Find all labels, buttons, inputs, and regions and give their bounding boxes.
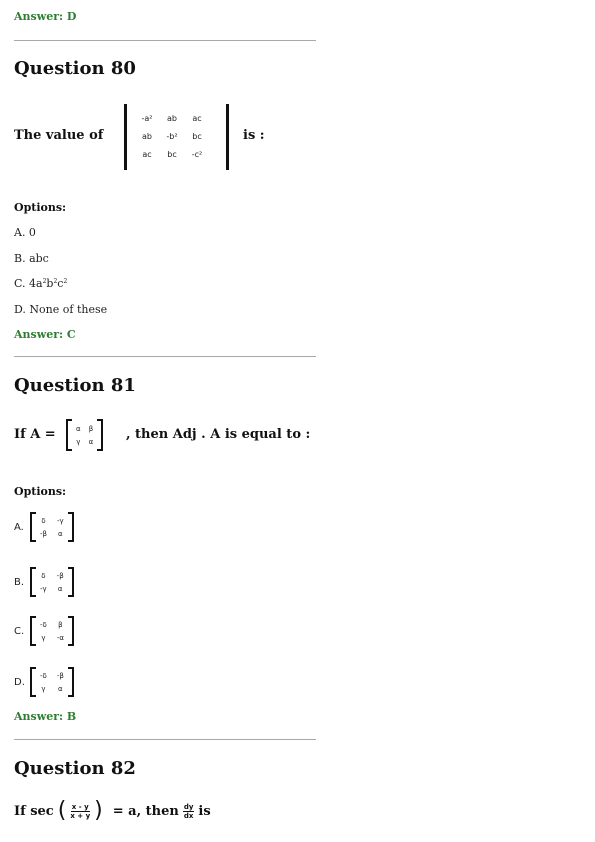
determinant-cell: -c² xyxy=(191,150,203,159)
option-label: A. xyxy=(14,521,24,533)
options-label: Options: xyxy=(14,485,67,498)
option-label: D. xyxy=(14,676,25,688)
option-label: C. xyxy=(14,625,25,637)
question-80-stem-suffix: is : xyxy=(243,128,265,143)
determinant-cell: -b² xyxy=(166,132,178,141)
matrix-cell: γ xyxy=(76,437,81,446)
determinant-cell: ac xyxy=(192,114,202,123)
matrix-cell: γ xyxy=(41,633,46,642)
divider xyxy=(14,40,316,41)
matrix-cell: δ xyxy=(41,516,46,525)
divider xyxy=(14,356,316,357)
matrix-cell: α xyxy=(57,584,63,593)
determinant-cell: ac xyxy=(142,150,152,159)
option-label: B. xyxy=(14,576,25,588)
matrix-cell: -γ xyxy=(40,584,47,593)
matrix-cell: β xyxy=(58,620,63,629)
option-matrix xyxy=(30,616,74,646)
stem-suffix: is xyxy=(198,803,211,819)
stem-prefix: If sec xyxy=(14,803,54,819)
determinant-right-bar xyxy=(226,104,229,170)
determinant-cell: ab xyxy=(142,132,152,141)
derivative-dy-dx: $\frac{dy}{dx}$ xyxy=(183,802,194,820)
question-80-answer: Answer: C xyxy=(14,328,76,341)
matrix-cell: -δ xyxy=(40,620,47,629)
matrix-cell: -β xyxy=(56,571,64,580)
matrix-cell: -γ xyxy=(57,516,64,525)
question-80-stem-prefix: The value of xyxy=(14,128,104,143)
determinant-cell: bc xyxy=(192,132,202,141)
question-80-title: Question 80 xyxy=(14,58,136,79)
question-82-stem xyxy=(14,798,211,823)
determinant-cell: ab xyxy=(167,114,177,123)
previous-answer: Answer: D xyxy=(14,10,77,23)
option-a xyxy=(14,512,74,542)
matrix-cell: γ xyxy=(41,684,46,693)
question-81-stem-suffix: , then Adj . A is equal to : xyxy=(126,427,311,442)
matrix-cell: -β xyxy=(40,529,47,538)
determinant-cell: bc xyxy=(167,150,177,159)
matrix-cell: α xyxy=(76,424,81,433)
stem-mid: = a, then xyxy=(112,803,179,819)
matrix-cell: -α xyxy=(56,633,64,642)
option-matrix xyxy=(30,567,74,597)
option-b: B. abc xyxy=(14,252,49,265)
matrix-cell: δ xyxy=(41,571,46,580)
option-matrix xyxy=(30,512,74,542)
matrix-a xyxy=(66,419,103,451)
option-b xyxy=(14,567,74,597)
question-81-stem-prefix: If A = xyxy=(14,427,56,442)
right-paren: ) xyxy=(94,798,103,823)
option-c: C. $4a^2b^2c^2$ xyxy=(14,277,68,290)
matrix-cell: -β xyxy=(56,671,64,680)
matrix-cell: β xyxy=(88,424,94,433)
options-label: Options: xyxy=(14,201,67,214)
left-paren: ( xyxy=(57,798,67,823)
matrix-cell: -δ xyxy=(40,671,47,680)
option-c xyxy=(14,616,74,646)
matrix-cell: α xyxy=(58,529,63,538)
divider xyxy=(14,739,316,740)
determinant-cell: -a² xyxy=(141,114,153,123)
option-d xyxy=(14,667,74,697)
question-82-title: Question 82 xyxy=(14,758,136,779)
question-81-title: Question 81 xyxy=(14,375,136,396)
option-matrix xyxy=(30,667,74,697)
determinant-grid xyxy=(134,114,210,159)
matrix-cell: α xyxy=(88,437,94,446)
determinant-left-bar xyxy=(124,104,127,170)
fraction-x-minus-y-over-x-plus-y: $\frac{x - y}{x + y}$ xyxy=(70,802,91,820)
question-81-answer: Answer: B xyxy=(14,710,77,723)
matrix-cell: α xyxy=(58,684,63,693)
option-d: D. None of these xyxy=(14,303,108,316)
option-a: A. 0 xyxy=(14,226,36,239)
